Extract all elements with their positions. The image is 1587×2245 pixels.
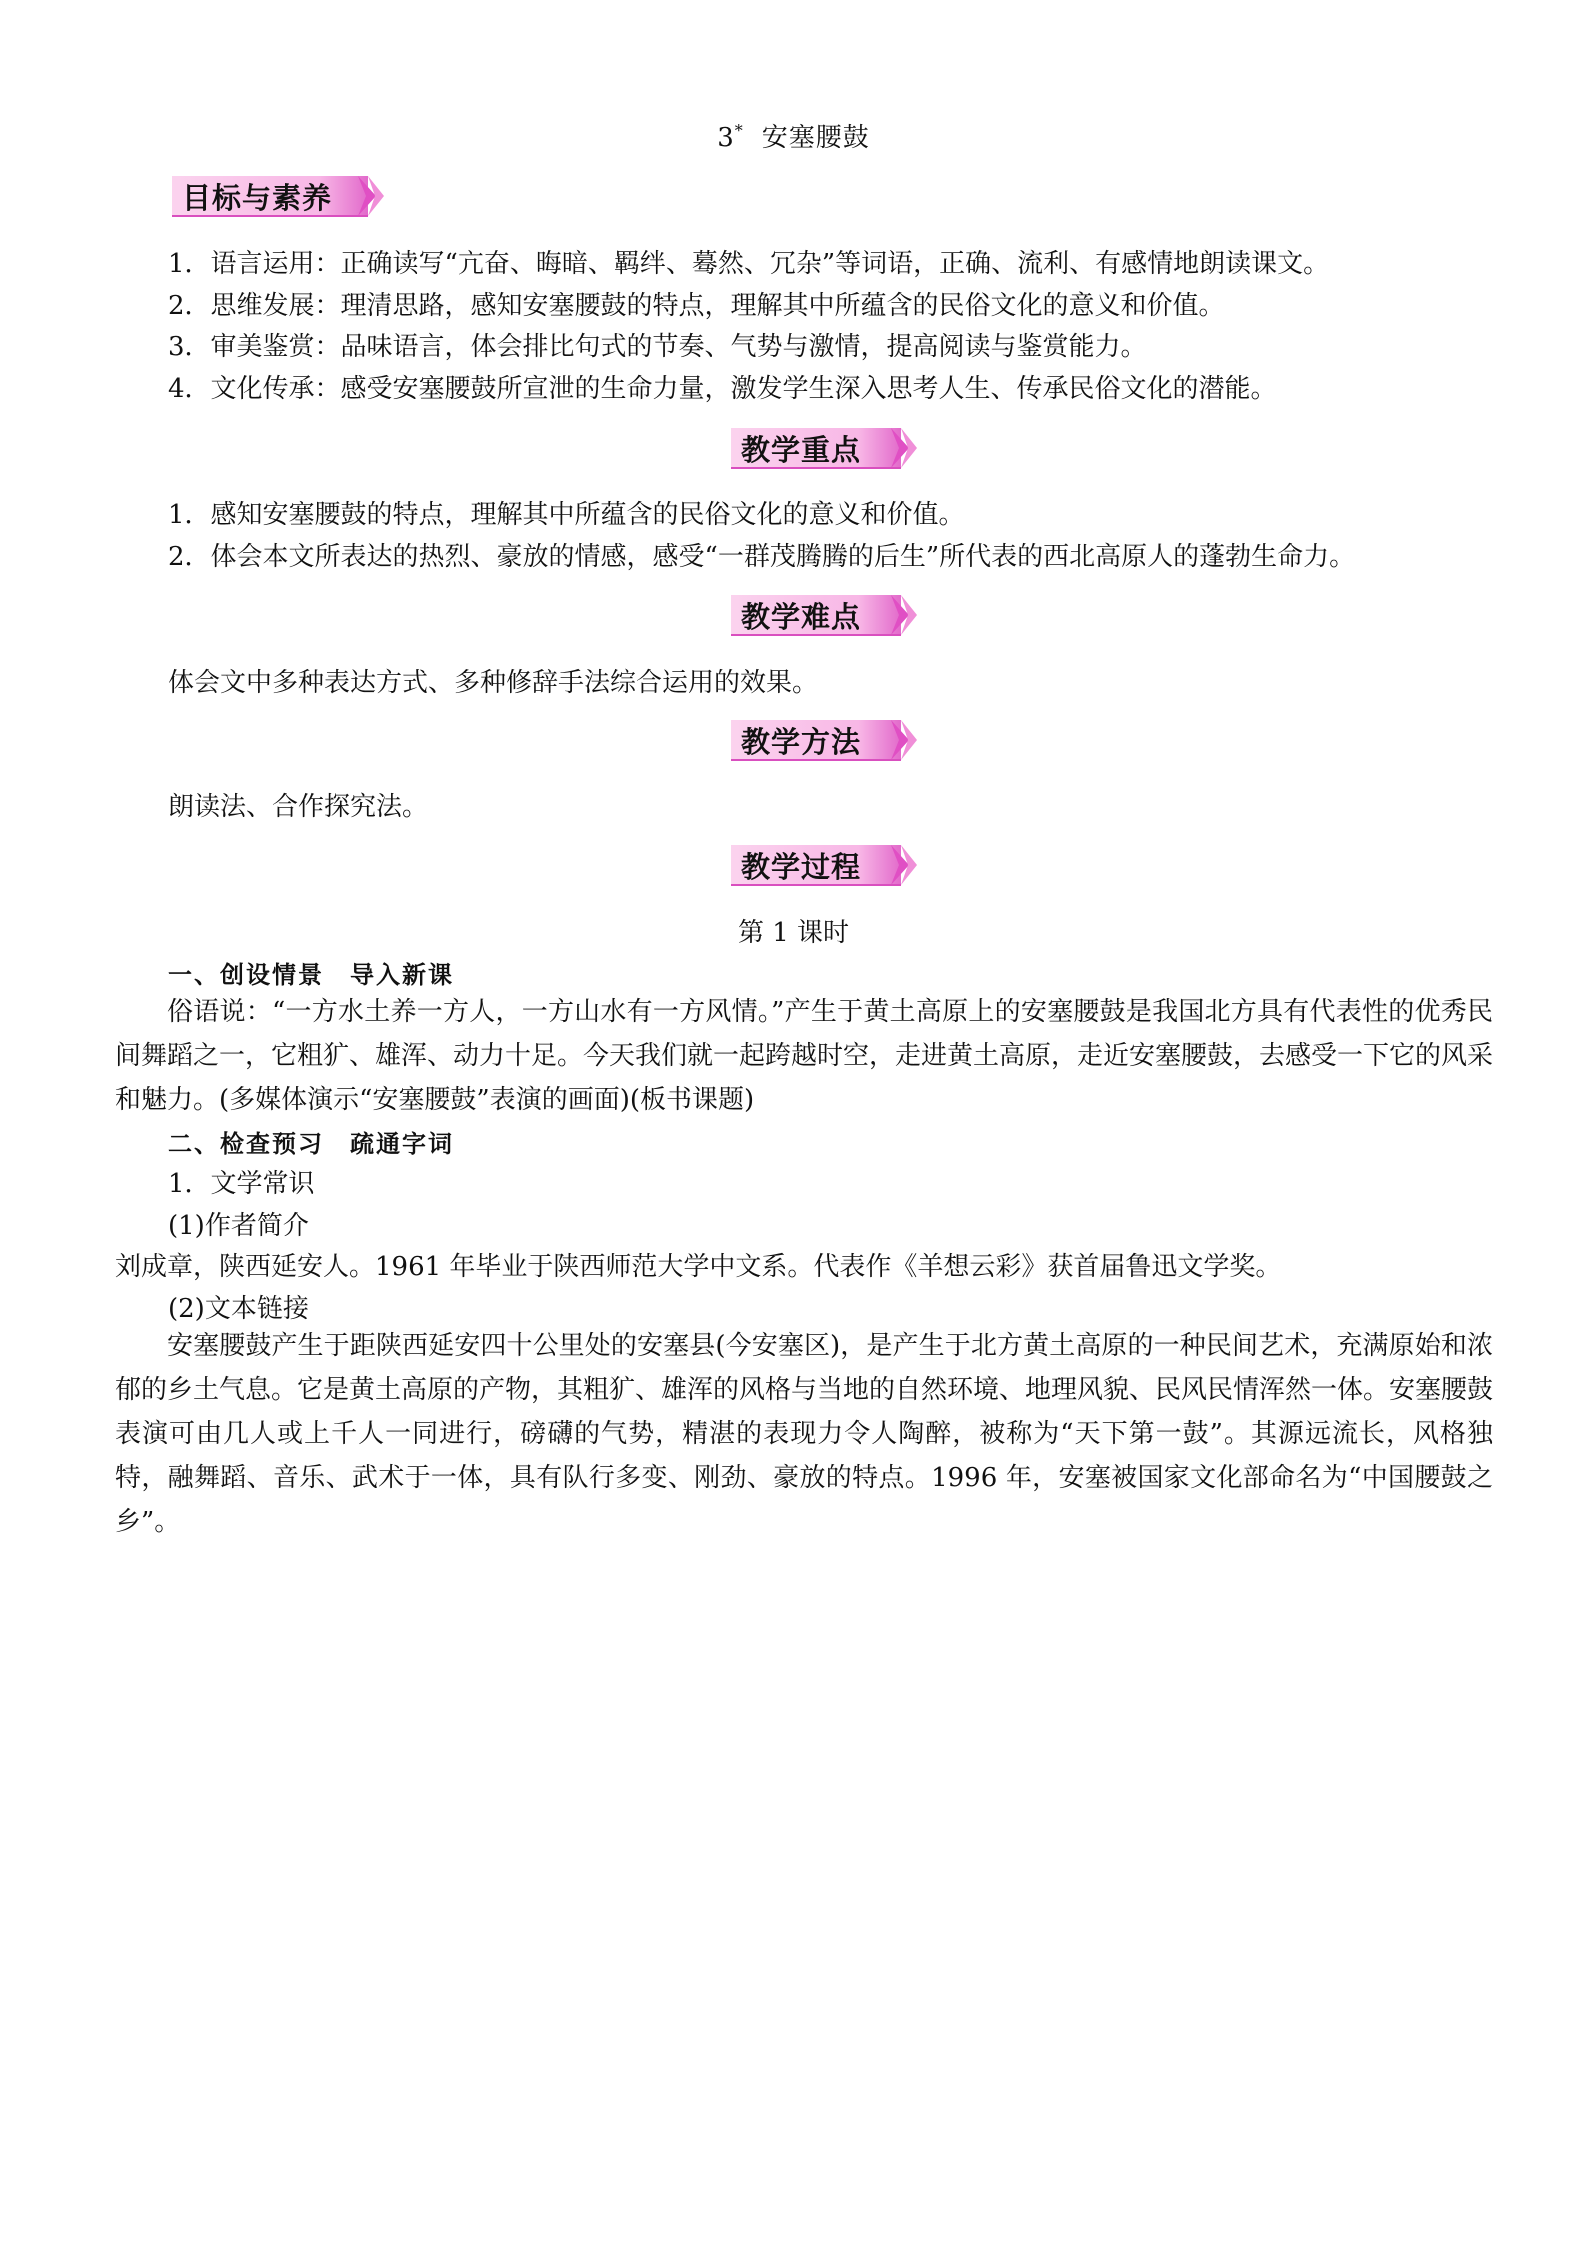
banner-key-points: [731, 426, 861, 470]
banner-goals-label: 目标与素养: [182, 180, 333, 215]
goal-item-4: 4．文化传承：感受安塞腰鼓所宣泄的生命力量，激发学生深入思考人生、传承民俗文化的潜能。: [168, 374, 1277, 404]
literature-heading: 1．文学常识: [168, 1169, 315, 1199]
goal-item-1: 1．语言运用：正确读写“亢奋、晦暗、羁绊、蓦然、冗杂”等词语，正确、流利、有感情地朗读课文。: [168, 249, 1330, 279]
lesson-number: 3: [717, 123, 735, 153]
author-heading: (1)作者简介: [168, 1211, 309, 1241]
part1-heading: 一、创设情景 导入新课: [168, 960, 454, 989]
link-paragraph: 安塞腰鼓产生于距陕西延安四十公里处的安塞县(今安塞区)，是产生于北方黄土高原的一种民间艺术，充满原始和浓郁的乡土气息。它是黄土高原的产物，其粗犷、雄浑的风格与当地的自然环境、地理风貌、民风民情浑然一体。安塞腰鼓表演可由几人或上千人一同进行，磅礴的气势，精湛的表现力令人陶醉，被称为“天下第一鼓”。其源远流长，风格独特，融舞蹈、音乐、武术于一体，具有队行多变、刚劲、豪放的特点。1996 年，安塞被国家文化部命名为“中国腰鼓之乡”。: [115, 1331, 1494, 1537]
key-point-item-1: 1．感知安塞腰鼓的特点，理解其中所蕴含的民俗文化的意义和价值。: [168, 500, 965, 530]
banner-methods-label: 教学方法: [741, 724, 862, 759]
part2-heading: 二、检查预习 疏通字词: [168, 1129, 454, 1158]
lesson-mark: *: [734, 121, 744, 141]
part1-paragraph: 俗语说：“一方水土养一方人，一方山水有一方风情。”产生于黄土高原上的安塞腰鼓是我国北方具有代表性的优秀民间舞蹈之一，它粗犷、雄浑、动力十足。今天我们就一起跨越时空，走进黄土高原，走近安塞腰鼓，去感受一下它的风采和魅力。(多媒体演示“安塞腰鼓”表演的画面)(板书课题): [115, 997, 1494, 1115]
methods-text: 朗读法、合作探究法。: [168, 792, 429, 822]
link-heading: (2)文本链接: [168, 1294, 309, 1324]
lesson-title: [0, 117, 1587, 154]
key-point-item-2: 2．体会本文所表达的热烈、豪放的情感，感受“一群茂腾腾的后生”所代表的西北高原人的蓬勃生命力。: [168, 542, 1356, 572]
banner-process: [731, 843, 861, 887]
difficulties-text: 体会文中多种表达方式、多种修辞手法综合运用的效果。: [168, 668, 819, 698]
banner-difficulties-label: 教学难点: [741, 599, 862, 634]
goal-item-2: 2．思维发展：理清思路，感知安塞腰鼓的特点，理解其中所蕴含的民俗文化的意义和价值。: [168, 291, 1225, 321]
banner-difficulties: [731, 593, 861, 637]
goal-item-3: 3．审美鉴赏：品味语言，体会排比句式的节奏、气势与激情，提高阅读与鉴赏能力。: [168, 332, 1147, 362]
banner-methods: [731, 718, 861, 762]
period-label: 第 1 课时: [737, 918, 850, 948]
banner-goals: [172, 174, 332, 218]
banner-process-label: 教学过程: [741, 849, 862, 884]
lesson-title-text: 安塞腰鼓: [761, 123, 870, 153]
banner-key-points-label: 教学重点: [741, 432, 862, 467]
author-text: 刘成章，陕西延安人。1961 年毕业于陕西师范大学中文系。代表作《羊想云彩》获首届鲁迅文学奖。: [115, 1252, 1282, 1282]
